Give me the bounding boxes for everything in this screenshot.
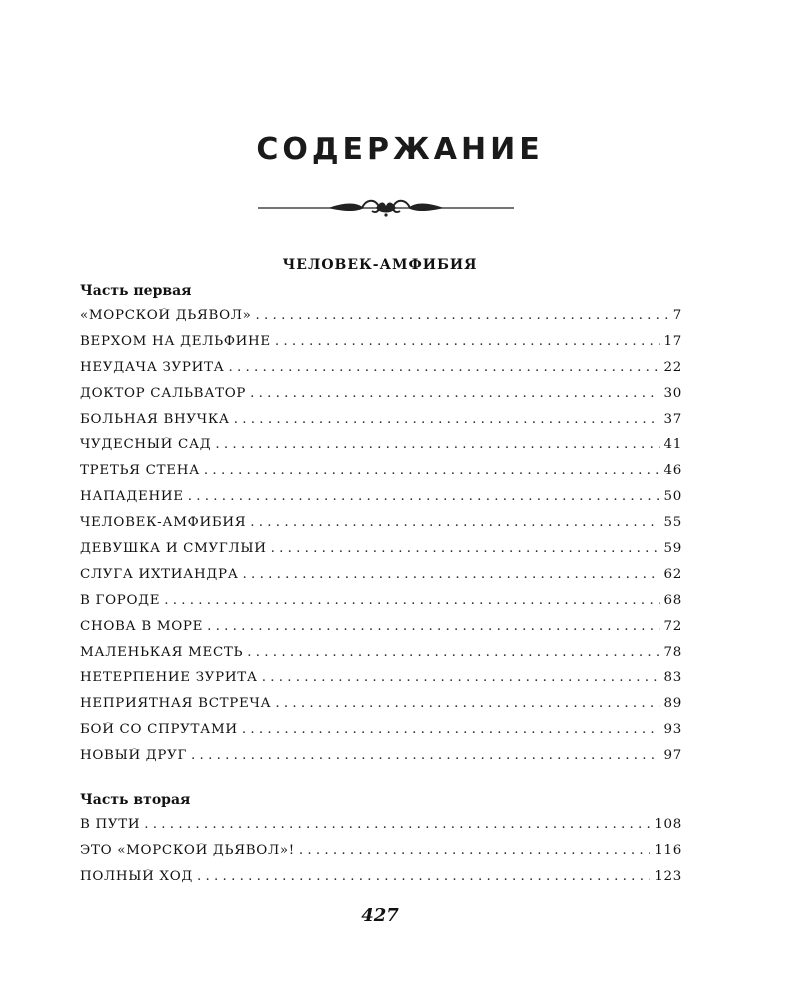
toc-entry-title: НЕУДАЧА ЗУРИТА [80,359,225,375]
toc-list-part-two [80,817,682,895]
toc-entry [80,722,682,748]
toc-entry [80,412,682,438]
toc-entry [80,843,682,869]
toc-entry-title: МАЛЕНЬКАЯ МЕСТЬ [80,644,244,660]
toc-entry-title: ЧЕЛОВЕК-АМФИБИЯ [80,515,247,531]
toc-entry-page: 93 [663,722,682,738]
dot-leader [275,334,660,349]
toc-entry [80,567,682,593]
toc-entry [80,360,682,386]
toc-entry [80,670,682,696]
toc-entry-title: ДЕВУШКА И СМУГЛЫЙ [80,541,267,557]
part-two-title: Часть вторая [80,792,191,808]
dot-leader [234,412,660,427]
page-number: 427 [361,905,399,926]
book-title: ЧЕЛОВЕК-АМФИБИЯ [282,257,478,273]
toc-entry-page: 17 [663,333,682,349]
toc-entry [80,515,682,541]
toc-entry-page: 83 [663,670,682,686]
dot-leader [191,748,660,763]
toc-entry-page: 116 [654,842,682,858]
toc-entry-page: 55 [663,515,682,531]
toc-entry [80,489,682,515]
dot-leader [243,567,660,582]
toc-entry [80,748,682,774]
toc-list-part-one [80,308,682,774]
dot-leader [250,386,659,401]
toc-entry-page: 50 [663,489,682,505]
part-one-title: Часть первая [80,283,192,299]
dot-leader [228,360,659,375]
toc-entry-title: В ПУТИ [80,817,141,832]
toc-entry-title: СЛУГА ИХТИАНДРА [80,566,239,582]
toc-entry-page: 59 [663,541,682,557]
toc-entry [80,817,682,843]
toc-entry [80,619,682,645]
toc-entry [80,645,682,671]
dot-leader [197,869,650,884]
toc-entry-page: 22 [663,359,682,375]
dot-leader [164,593,659,608]
toc-entry-page: 97 [663,748,682,764]
dot-leader [204,463,660,478]
toc-entry-title: ВЕРХОМ НА ДЕЛЬФИНЕ [80,333,271,349]
dot-leader [275,696,659,711]
toc-entry-title: В ГОРОДЕ [80,592,161,608]
toc-entry-title: «МОРСКОЙ ДЬЯВОЛ» [80,308,252,323]
toc-entry-title: НОВЫЙ ДРУГ [80,748,188,764]
toc-entry [80,869,682,895]
toc-entry-page: 30 [663,385,682,401]
dot-leader [262,670,660,685]
toc-entry-title: ЭТО «МОРСКОЙ ДЬЯВОЛ»! [80,842,295,858]
toc-entry [80,541,682,567]
dot-leader [242,722,660,737]
toc-entry-title: БОЙ СО СПРУТАМИ [80,722,238,738]
toc-entry-page: 41 [663,437,682,453]
toc-entry-title: НЕПРИЯТНАЯ ВСТРЕЧА [80,696,272,712]
toc-entry-title: НАПАДЕНИЕ [80,489,184,505]
dot-leader [144,817,650,832]
dot-leader [247,645,659,660]
toc-entry-title: БОЛЬНАЯ ВНУЧКА [80,411,230,427]
toc-entry-page: 37 [663,411,682,427]
scroll-ornament-divider-icon [258,196,514,220]
toc-entry-title: ТРЕТЬЯ СТЕНА [80,463,200,479]
dot-leader [215,437,659,452]
toc-entry-page: 72 [663,618,682,634]
toc-entry-page: 89 [663,696,682,712]
toc-entry-page: 62 [663,566,682,582]
dot-leader [250,515,659,530]
dot-leader [207,619,659,634]
dot-leader [299,843,651,858]
dot-leader [271,541,660,556]
toc-entry [80,308,682,334]
toc-entry-page: 78 [663,644,682,660]
toc-entry-title: СНОВА В МОРЕ [80,618,204,634]
toc-entry [80,696,682,722]
toc-entry [80,334,682,360]
toc-entry-page: 68 [663,592,682,608]
toc-entry-title: НЕТЕРПЕНИЕ ЗУРИТА [80,670,258,686]
dot-leader [188,489,660,504]
toc-entry [80,437,682,463]
toc-entry-title: ЧУДЕСНЫЙ САД [80,437,212,453]
toc-entry [80,593,682,619]
dot-leader [256,308,669,323]
toc-entry-page: 108 [654,817,682,832]
toc-entry-page: 7 [672,308,682,323]
toc-entry-page: 46 [663,463,682,479]
toc-entry-page: 123 [654,868,682,884]
toc-entry [80,386,682,412]
toc-entry-title: ДОКТОР САЛЬВАТОР [80,385,247,401]
page-title: СОДЕРЖАНИЕ [256,132,544,167]
toc-entry-title: ПОЛНЫЙ ХОД [80,868,194,884]
toc-entry [80,463,682,489]
